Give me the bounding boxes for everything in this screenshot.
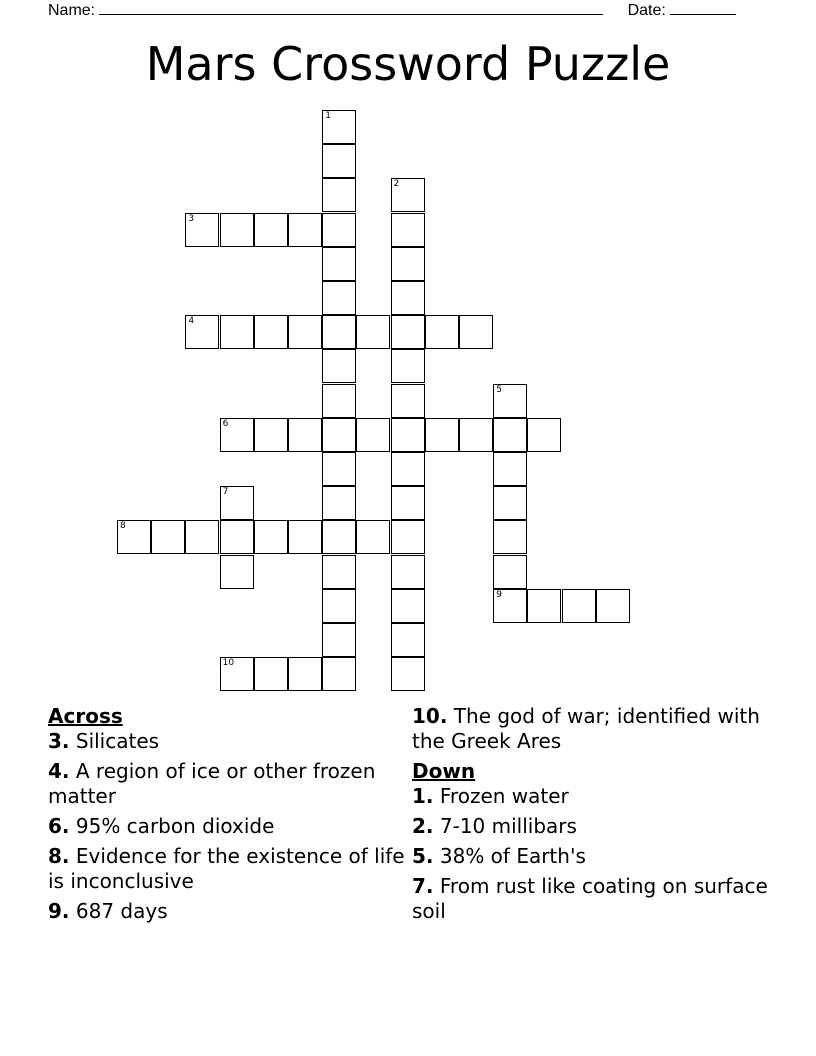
- crossword-cell[interactable]: [322, 110, 356, 144]
- crossword-cell[interactable]: [322, 247, 356, 281]
- clue-number: 8.: [48, 844, 70, 868]
- down-clue: [412, 814, 792, 839]
- crossword-cell[interactable]: [391, 486, 425, 520]
- clue-text: Silicates: [75, 729, 160, 753]
- clue-number: 9.: [48, 899, 70, 923]
- clue-number: 5.: [412, 844, 434, 868]
- crossword-cell[interactable]: [254, 418, 288, 452]
- crossword-cell[interactable]: [356, 520, 390, 554]
- crossword-cell[interactable]: [391, 213, 425, 247]
- crossword-cell[interactable]: [254, 213, 288, 247]
- crossword-cell[interactable]: [391, 657, 425, 691]
- crossword-cell[interactable]: [425, 418, 459, 452]
- crossword-cell[interactable]: [391, 555, 425, 589]
- page-title: Mars Crossword Puzzle: [145, 37, 671, 91]
- crossword-cell[interactable]: [391, 315, 425, 349]
- across-clue: [48, 899, 408, 924]
- crossword-cell[interactable]: [356, 418, 390, 452]
- across-clue: [48, 814, 408, 839]
- crossword-cell[interactable]: [185, 520, 219, 554]
- clue-text: 38% of Earth's: [439, 844, 586, 868]
- down-clue: [412, 844, 792, 869]
- crossword-cell[interactable]: [391, 418, 425, 452]
- crossword-cell[interactable]: [322, 589, 356, 623]
- clue-number: 4.: [48, 759, 70, 783]
- clue-text: A region of ice or other frozen matter: [48, 759, 376, 808]
- cell-number: 7: [222, 487, 229, 498]
- cell-number: 10: [222, 658, 235, 669]
- crossword-cell[interactable]: [391, 349, 425, 383]
- cell-number: 5: [496, 384, 502, 395]
- crossword-cell[interactable]: [493, 520, 527, 554]
- crossword-cell[interactable]: [391, 281, 425, 315]
- crossword-cell[interactable]: [322, 555, 356, 589]
- crossword-cell[interactable]: [493, 486, 527, 520]
- clue-number: 2.: [412, 814, 434, 838]
- crossword-cell[interactable]: [322, 178, 356, 212]
- crossword-cell[interactable]: [322, 452, 356, 486]
- clue-number: 1.: [412, 784, 434, 808]
- across-clue: [48, 729, 408, 754]
- crossword-cell[interactable]: [220, 213, 254, 247]
- clues-right-column: [412, 704, 792, 929]
- crossword-cell[interactable]: [493, 589, 527, 623]
- crossword-cell[interactable]: [151, 520, 185, 554]
- crossword-cell[interactable]: [391, 178, 425, 212]
- crossword-cell[interactable]: [322, 144, 356, 178]
- cell-number: 1: [325, 111, 331, 121]
- crossword-cell[interactable]: [391, 247, 425, 281]
- crossword-cell[interactable]: [220, 486, 254, 520]
- crossword-cell[interactable]: [220, 657, 254, 691]
- crossword-cell[interactable]: [425, 315, 459, 349]
- across-clue: [48, 844, 408, 894]
- cell-number: 4: [188, 316, 195, 327]
- clue-text: The god of war; identified with the Greek Ares: [412, 704, 760, 753]
- crossword-cell[interactable]: [254, 315, 288, 349]
- crossword-cell[interactable]: [254, 520, 288, 554]
- crossword-cell[interactable]: [220, 555, 254, 589]
- crossword-cell[interactable]: [527, 418, 561, 452]
- cell-number: 2: [393, 179, 400, 190]
- down-clue: [412, 874, 792, 924]
- clue-text: Evidence for the existence of life is inconclusive: [48, 844, 405, 893]
- clue-text: 687 days: [75, 899, 168, 923]
- clue-text: 95% carbon dioxide: [75, 814, 275, 838]
- across-heading: Across: [48, 704, 123, 728]
- crossword-cell[interactable]: [322, 281, 356, 315]
- crossword-cell[interactable]: [254, 657, 288, 691]
- crossword-cell[interactable]: [220, 315, 254, 349]
- clue-number: 6.: [48, 814, 70, 838]
- crossword-cell[interactable]: [459, 315, 493, 349]
- cell-number: 9: [496, 589, 502, 600]
- crossword-cell[interactable]: [288, 213, 322, 247]
- crossword-cell[interactable]: [322, 349, 356, 383]
- cell-number: 8: [120, 521, 126, 532]
- crossword-cell[interactable]: [220, 520, 254, 554]
- crossword-cell[interactable]: [493, 384, 527, 418]
- crossword-cell[interactable]: [288, 315, 322, 349]
- crossword-cell[interactable]: [391, 452, 425, 486]
- crossword-cell[interactable]: [322, 520, 356, 554]
- down-clue: [412, 784, 792, 809]
- crossword-cell[interactable]: [322, 657, 356, 691]
- clue-text: Frozen water: [439, 784, 569, 808]
- clue-number: 7.: [412, 874, 434, 898]
- crossword-cell[interactable]: [356, 315, 390, 349]
- crossword-cell[interactable]: [391, 623, 425, 657]
- crossword-cell[interactable]: [288, 657, 322, 691]
- crossword-cell[interactable]: [493, 452, 527, 486]
- crossword-cell[interactable]: [493, 418, 527, 452]
- across-clue: [48, 759, 408, 809]
- crossword-cell[interactable]: [322, 384, 356, 418]
- crossword-cell[interactable]: [288, 520, 322, 554]
- cell-number: 3: [188, 213, 195, 224]
- crossword-cell[interactable]: [459, 418, 493, 452]
- crossword-cell[interactable]: [322, 213, 356, 247]
- crossword-cell[interactable]: [185, 213, 219, 247]
- crossword-cell[interactable]: [220, 418, 254, 452]
- clue-text: From rust like coating on surface soil: [412, 874, 768, 923]
- crossword-cell[interactable]: [288, 418, 322, 452]
- clue-number: 3.: [48, 729, 70, 753]
- across-clue: [412, 704, 792, 754]
- crossword-cell[interactable]: [562, 589, 596, 623]
- crossword-cell[interactable]: [322, 418, 356, 452]
- crossword-cell[interactable]: [322, 315, 356, 349]
- crossword-cell[interactable]: [117, 520, 151, 554]
- crossword-cell[interactable]: [391, 384, 425, 418]
- crossword-cell[interactable]: [527, 589, 561, 623]
- crossword-cell[interactable]: [493, 555, 527, 589]
- crossword-cell[interactable]: [596, 589, 630, 623]
- crossword-cell[interactable]: [322, 623, 356, 657]
- name-label: Name:: [48, 2, 96, 19]
- crossword-cell[interactable]: [391, 520, 425, 554]
- cell-number: 6: [222, 418, 229, 429]
- crossword-cell[interactable]: [322, 486, 356, 520]
- down-heading: Down: [412, 759, 476, 783]
- date-label: Date:: [627, 2, 666, 19]
- clue-number: 10.: [412, 704, 448, 728]
- crossword-cell[interactable]: [391, 589, 425, 623]
- clues-left-column: [48, 704, 408, 929]
- clue-text: 7-10 millibars: [439, 814, 577, 838]
- crossword-cell[interactable]: [185, 315, 219, 349]
